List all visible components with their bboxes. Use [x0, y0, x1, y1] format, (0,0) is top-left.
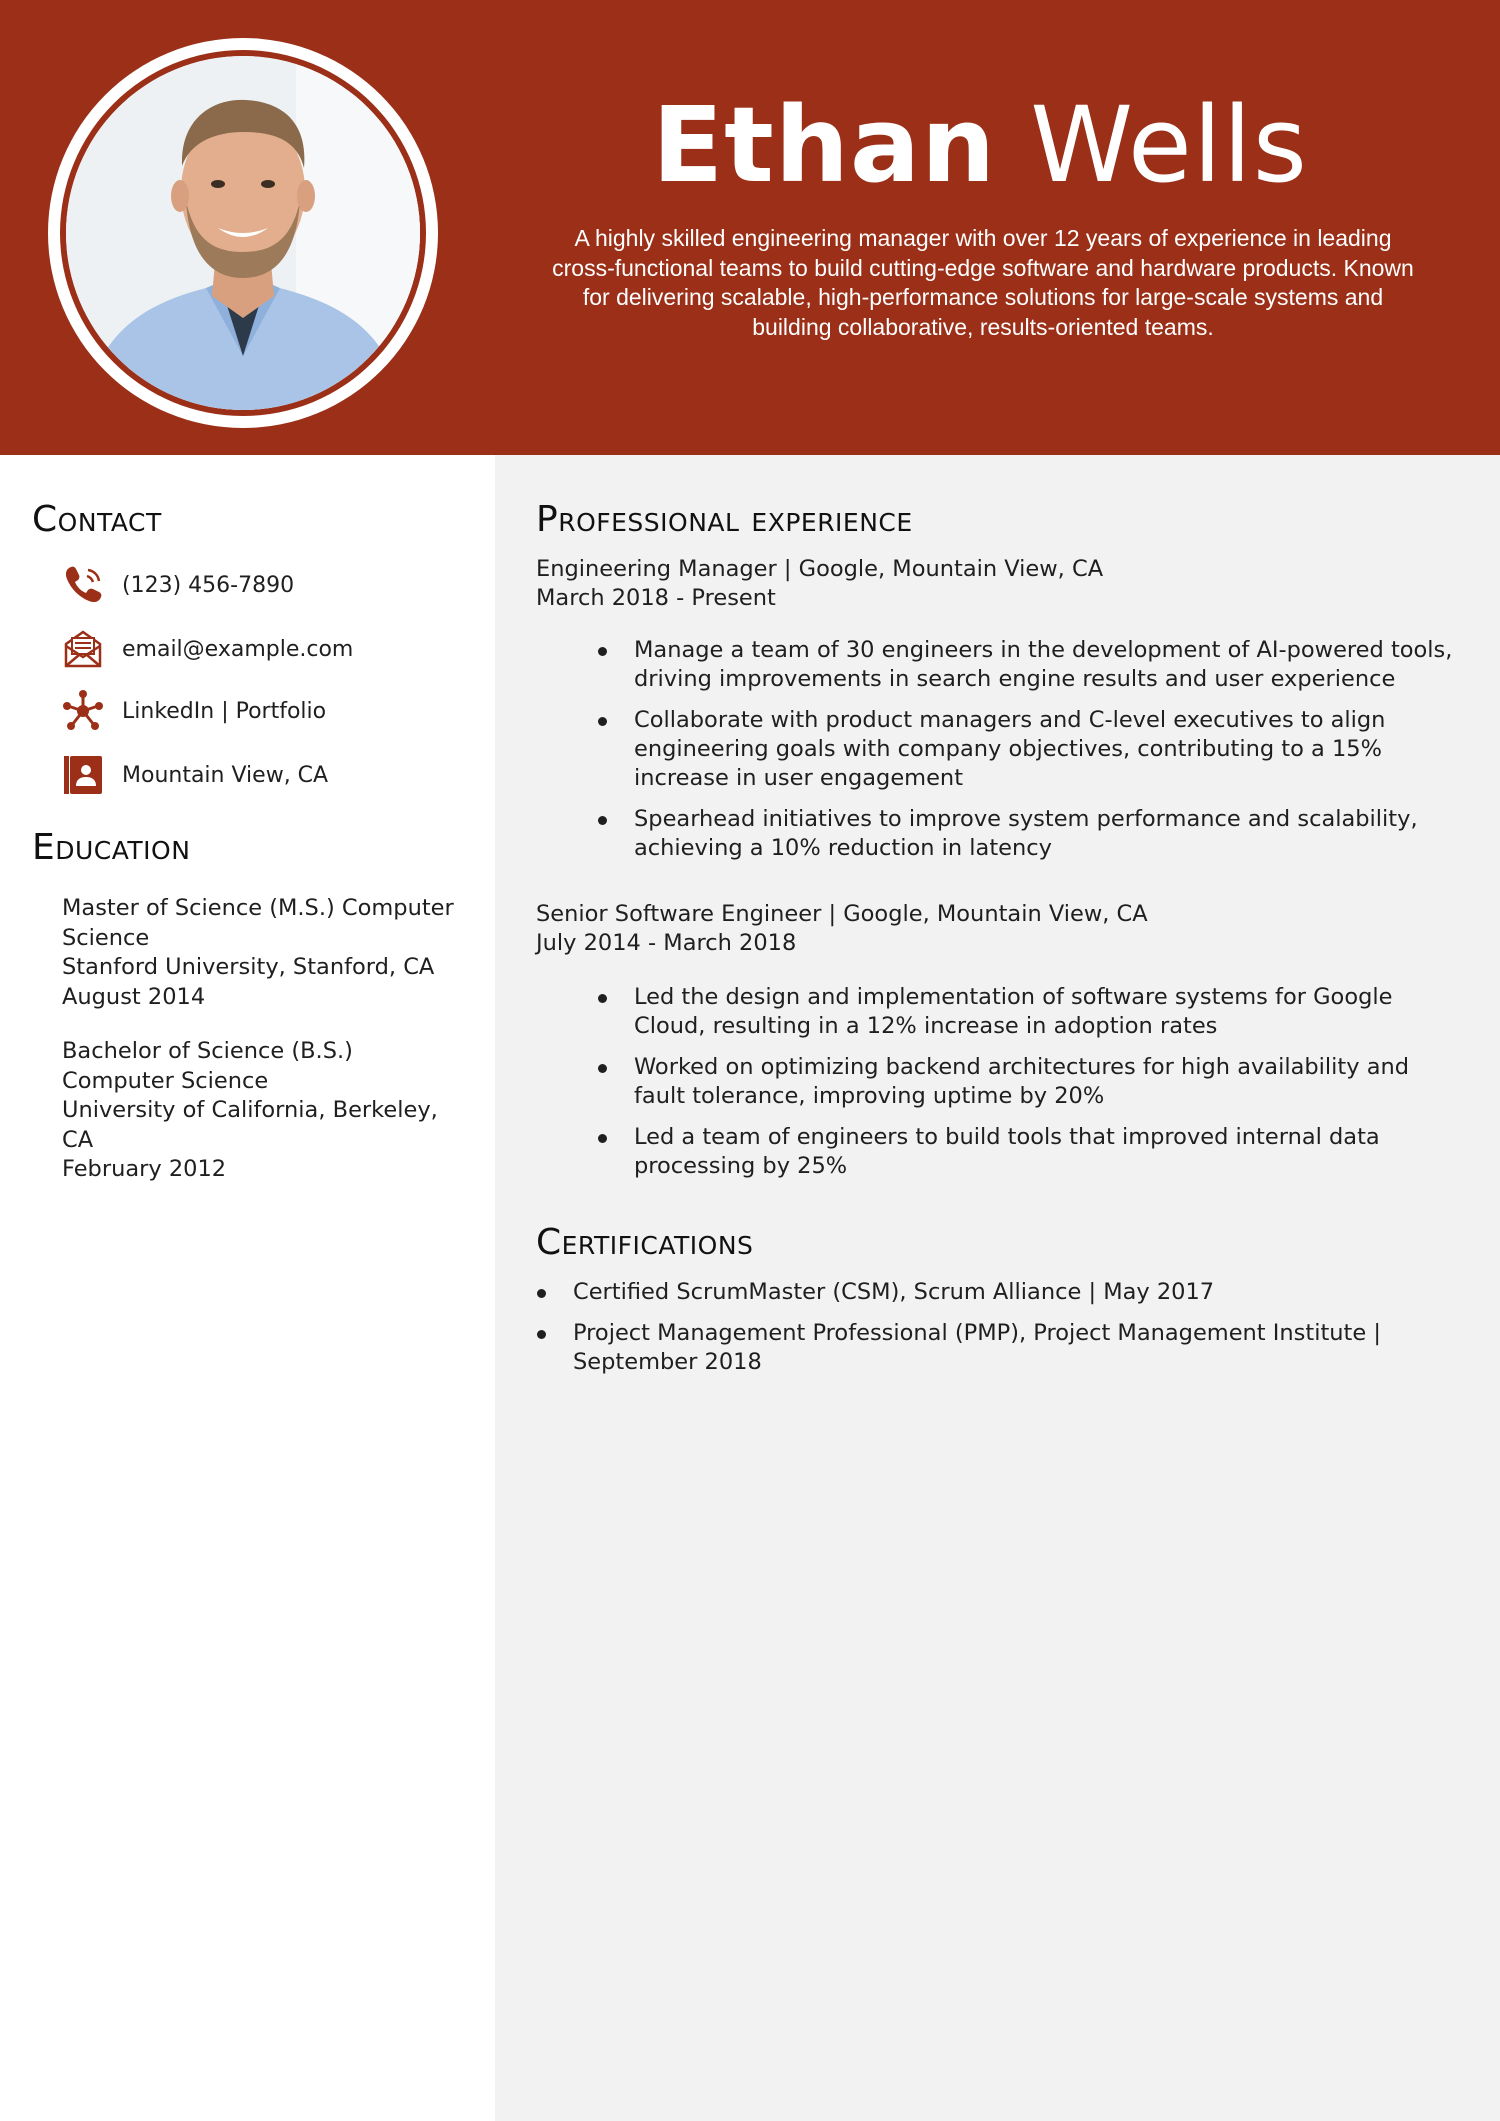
job-2-bullets — [634, 983, 1454, 1193]
profile-photo-frame — [48, 38, 438, 428]
school: Stanford University, Stanford, CA — [62, 954, 435, 980]
job-title: Engineering Manager | Google, Mountain View, CA — [536, 556, 1104, 582]
contact-card-icon — [60, 752, 106, 798]
education-item-2 — [62, 1037, 462, 1185]
first-name: Ethan — [652, 84, 997, 206]
profile-photo — [66, 56, 420, 410]
certifications-list — [573, 1278, 1413, 1389]
list-item: Led the design and implementation of software systems for Google Cloud, resulting in a 12% increase in adoption rates — [634, 983, 1454, 1041]
phone-text: (123) 456-7890 — [122, 572, 295, 598]
list-item: Worked on optimizing backend architectures for high availability and fault tolerance, improving uptime by 20% — [634, 1053, 1454, 1111]
contact-location — [60, 752, 328, 798]
network-icon — [60, 688, 106, 734]
contact-email — [60, 626, 353, 672]
links-text: LinkedIn | Portfolio — [122, 698, 327, 724]
degree: Master of Science (M.S.) Computer Science — [62, 895, 454, 951]
contact-heading: Contact — [32, 499, 162, 540]
job-1-header — [536, 555, 1436, 612]
job-dates: March 2018 - Present — [536, 584, 776, 611]
school: University of California, Berkeley, CA — [62, 1097, 438, 1153]
education-heading: Education — [32, 827, 191, 868]
contact-phone — [60, 562, 294, 608]
last-name: Wells — [1030, 84, 1308, 206]
phone-icon — [60, 562, 106, 608]
list-item: Project Management Professional (PMP), Project Management Institute | September 2018 — [573, 1319, 1413, 1377]
job-2-header — [536, 900, 1436, 957]
job-title: Senior Software Engineer | Google, Mountain View, CA — [536, 901, 1148, 927]
contact-links — [60, 688, 326, 734]
candidate-name — [540, 80, 1420, 210]
location-text: Mountain View, CA — [122, 762, 329, 788]
list-item: Manage a team of 30 engineers in the development of AI-powered tools, driving improvements in search engine results and user experience — [634, 637, 1453, 692]
mail-icon — [60, 626, 106, 672]
list-item: Led a team of engineers to build tools that improved internal data processing by 25% — [634, 1123, 1454, 1181]
list-item: Collaborate with product managers and C-level executives to align engineering goals with company objectives, contributing to a 15% increase in user engagement — [634, 706, 1454, 793]
education-item-1 — [62, 894, 462, 1012]
header-banner — [0, 0, 1500, 455]
degree: Bachelor of Science (B.S.) Computer Science — [62, 1038, 353, 1094]
experience-heading: Professional experience — [536, 499, 913, 540]
job-dates: July 2014 - March 2018 — [536, 929, 797, 956]
list-item: Spearhead initiatives to improve system performance and scalability, achieving a 10% reduction in latency — [634, 805, 1454, 863]
certifications-heading: Certifications — [536, 1222, 754, 1263]
email-text: email@example.com — [122, 636, 354, 662]
profile-summary: A highly skilled engineering manager with over 12 years of experience in leading cross-functional teams to build cutting-edge software and hardware products. Known for delivering scalable, high-performance solutions for large-scale systems and building collaborative, results-oriented teams. — [552, 225, 1414, 340]
graduation-date: February 2012 — [62, 1156, 227, 1182]
list-item: Certified ScrumMaster (CSM), Scrum Alliance | May 2017 — [573, 1278, 1413, 1307]
graduation-date: August 2014 — [62, 983, 206, 1010]
job-1-bullets — [634, 636, 1454, 875]
